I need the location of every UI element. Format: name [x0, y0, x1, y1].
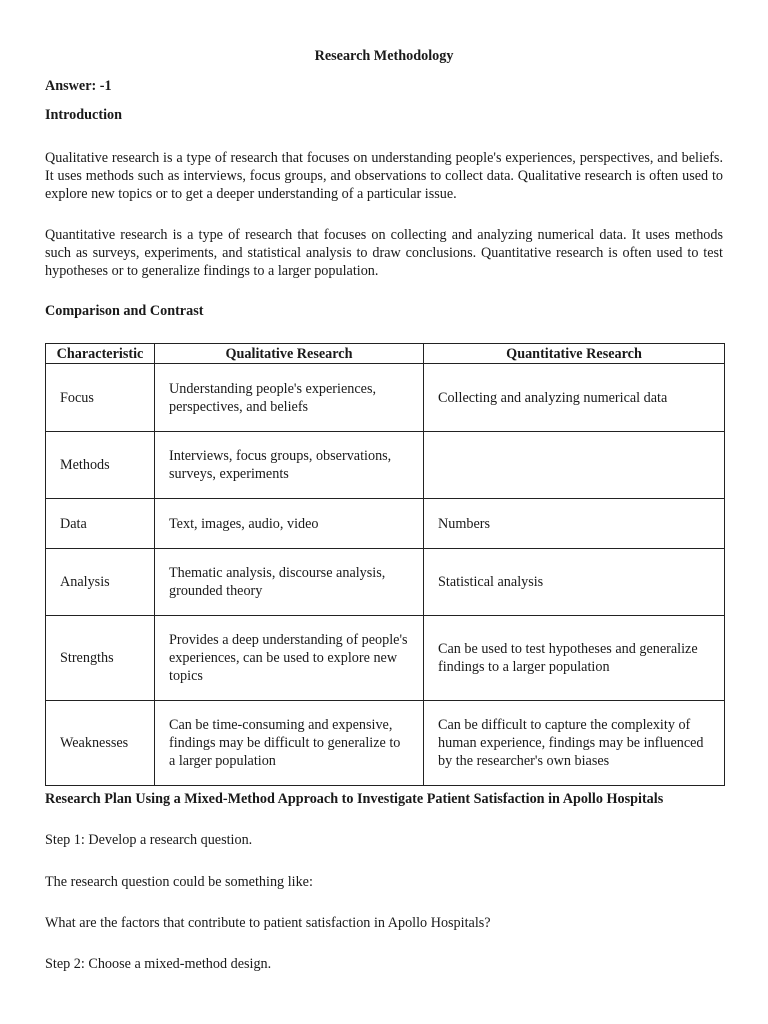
cell-quantitative: Statistical analysis — [424, 549, 725, 616]
cell-characteristic: Data — [46, 499, 155, 549]
cell-quantitative: Can be used to test hypotheses and generalize findings to a larger population — [424, 616, 725, 701]
header-quantitative: Quantitative Research — [424, 344, 725, 364]
answer-label: Answer: -1 — [45, 78, 112, 94]
plan-step-1: Step 1: Develop a research question. — [45, 832, 253, 848]
cell-qualitative: Can be time-consuming and expensive, findings may be difficult to generalize to a larger population — [155, 701, 424, 786]
table-row — [46, 364, 725, 432]
cell-qualitative: Text, images, audio, video — [155, 499, 424, 549]
comparison-table — [45, 343, 725, 786]
table-row — [46, 499, 725, 549]
table-header-row — [46, 344, 725, 364]
plan-research-question-intro: The research question could be something like: — [45, 874, 313, 890]
cell-qualitative: Provides a deep understanding of people's experiences, can be used to explore new topics — [155, 616, 424, 701]
document-title: Research Methodology — [314, 48, 454, 64]
header-qualitative: Qualitative Research — [155, 344, 424, 364]
introduction-heading: Introduction — [45, 107, 122, 123]
cell-quantitative: Collecting and analyzing numerical data — [424, 364, 725, 432]
table-row — [46, 616, 725, 701]
header-characteristic: Characteristic — [46, 344, 155, 364]
cell-qualitative: Interviews, focus groups, observations, surveys, experiments — [155, 432, 424, 499]
table-row — [46, 549, 725, 616]
plan-step-2: Step 2: Choose a mixed-method design. — [45, 956, 272, 972]
comparison-heading: Comparison and Contrast — [45, 303, 204, 319]
cell-quantitative: Numbers — [424, 499, 725, 549]
cell-characteristic: Weaknesses — [46, 701, 155, 786]
table-row — [46, 432, 725, 499]
cell-qualitative: Understanding people's experiences, perspectives, and beliefs — [155, 364, 424, 432]
cell-characteristic: Focus — [46, 364, 155, 432]
intro-paragraph-qualitative: Qualitative research is a type of research that focuses on understanding people's experiences, perspectives, and beliefs. It uses methods such as interviews, focus groups, and observations to collect data. Qualitative research is often used to explore new topics or to get a deeper understanding of a particular issue. — [45, 150, 723, 202]
plan-research-question: What are the factors that contribute to patient satisfaction in Apollo Hospitals? — [45, 915, 491, 931]
research-plan-heading: Research Plan Using a Mixed-Method Approach to Investigate Patient Satisfaction in Apollo Hospitals — [45, 791, 664, 807]
cell-qualitative: Thematic analysis, discourse analysis, grounded theory — [155, 549, 424, 616]
intro-paragraph-quantitative: Quantitative research is a type of research that focuses on collecting and analyzing numerical data. It uses methods such as surveys, experiments, and statistical analysis to draw conclusions. Quantitative research is often used to test hypotheses or to generalize findings to a larger population. — [45, 227, 723, 279]
cell-quantitative — [424, 432, 725, 499]
cell-quantitative: Can be difficult to capture the complexity of human experience, findings may be influenced by the researcher's own biases — [424, 701, 725, 786]
table-row — [46, 701, 725, 786]
cell-characteristic: Methods — [46, 432, 155, 499]
cell-characteristic: Analysis — [46, 549, 155, 616]
cell-characteristic: Strengths — [46, 616, 155, 701]
